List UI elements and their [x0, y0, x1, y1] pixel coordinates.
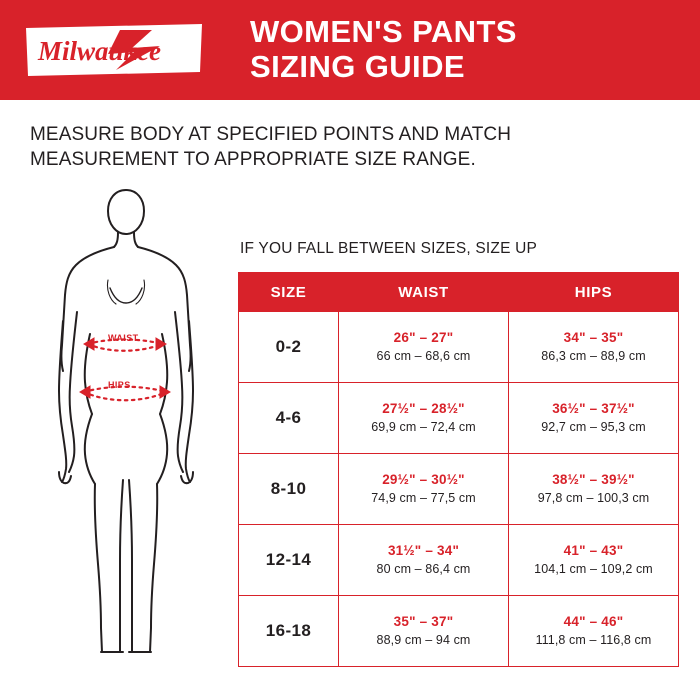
waist-centimeters: 88,9 cm – 94 cm: [376, 633, 471, 648]
waist-inches: 35" – 37": [393, 613, 454, 629]
figure-waist-label: WAIST: [108, 333, 139, 344]
cell-waist: [339, 596, 509, 667]
hips-centimeters: 111,8 cm – 116,8 cm: [535, 633, 652, 648]
table-row: [239, 454, 679, 525]
hips-inches: 36½" – 37½": [552, 400, 635, 416]
table-row: [239, 312, 679, 383]
cell-size: 4-6: [239, 383, 339, 454]
cell-waist: [339, 525, 509, 596]
waist-inches: 29½" – 30½": [382, 471, 465, 487]
table-header-row: [239, 273, 679, 312]
waist-centimeters: 74,9 cm – 77,5 cm: [371, 491, 476, 506]
waist-inches: 26" – 27": [393, 329, 454, 345]
header-title-block: [224, 15, 676, 84]
milwaukee-logo-icon: [24, 22, 204, 78]
table-area: [228, 184, 679, 667]
cell-hips: [509, 383, 679, 454]
cell-size: 12-14: [239, 525, 339, 596]
content-area: [0, 172, 700, 667]
intro-text: [0, 100, 700, 172]
waist-inches: 31½" – 34": [387, 542, 460, 558]
cell-size: 0-2: [239, 312, 339, 383]
waist-centimeters: 80 cm – 86,4 cm: [376, 562, 471, 577]
hips-centimeters: 104,1 cm – 109,2 cm: [534, 562, 653, 577]
column-header-size: SIZE: [239, 273, 339, 312]
brand-area: [24, 22, 224, 78]
hips-inches: 38½" – 39½": [552, 471, 635, 487]
table-row: [239, 596, 679, 667]
cell-size: 16-18: [239, 596, 339, 667]
column-header-waist: WAIST: [339, 273, 509, 312]
hips-inches: 44" – 46": [563, 613, 624, 629]
header-title-line-1: WOMEN'S PANTS: [250, 14, 517, 50]
hips-centimeters: 92,7 cm – 95,3 cm: [541, 420, 646, 435]
header-title-line-2: SIZING GUIDE: [250, 49, 465, 84]
cell-size: 8-10: [239, 454, 339, 525]
waist-centimeters: 66 cm – 68,6 cm: [376, 349, 471, 364]
cell-hips: [509, 525, 679, 596]
table-row: [239, 383, 679, 454]
header-banner: [0, 0, 700, 100]
sizing-table: [238, 272, 679, 667]
waist-inches: 27½" – 28½": [382, 400, 465, 416]
cell-waist: [339, 454, 509, 525]
table-row: [239, 525, 679, 596]
hips-inches: 41" – 43": [563, 542, 624, 558]
cell-hips: [509, 454, 679, 525]
waist-centimeters: 69,9 cm – 72,4 cm: [371, 420, 476, 435]
intro-line-1: MEASURE BODY AT SPECIFIED POINTS AND MATCH: [30, 124, 512, 145]
cell-waist: [339, 312, 509, 383]
column-header-hips: HIPS: [509, 273, 679, 312]
size-up-note: IF YOU FALL BETWEEN SIZES, SIZE UP: [240, 240, 538, 258]
svg-text:Milwaukee: Milwaukee: [38, 36, 162, 66]
cell-hips: [509, 596, 679, 667]
cell-waist: [339, 383, 509, 454]
hips-inches: 34" – 35": [563, 329, 624, 345]
cell-hips: [509, 312, 679, 383]
hips-centimeters: 97,8 cm – 100,3 cm: [537, 491, 650, 506]
intro-line-2: MEASUREMENT TO APPROPRIATE SIZE RANGE.: [30, 149, 476, 171]
hips-centimeters: 86,3 cm – 88,9 cm: [541, 349, 646, 364]
body-figure: [22, 184, 228, 654]
figure-hips-label: HIPS: [108, 380, 131, 391]
